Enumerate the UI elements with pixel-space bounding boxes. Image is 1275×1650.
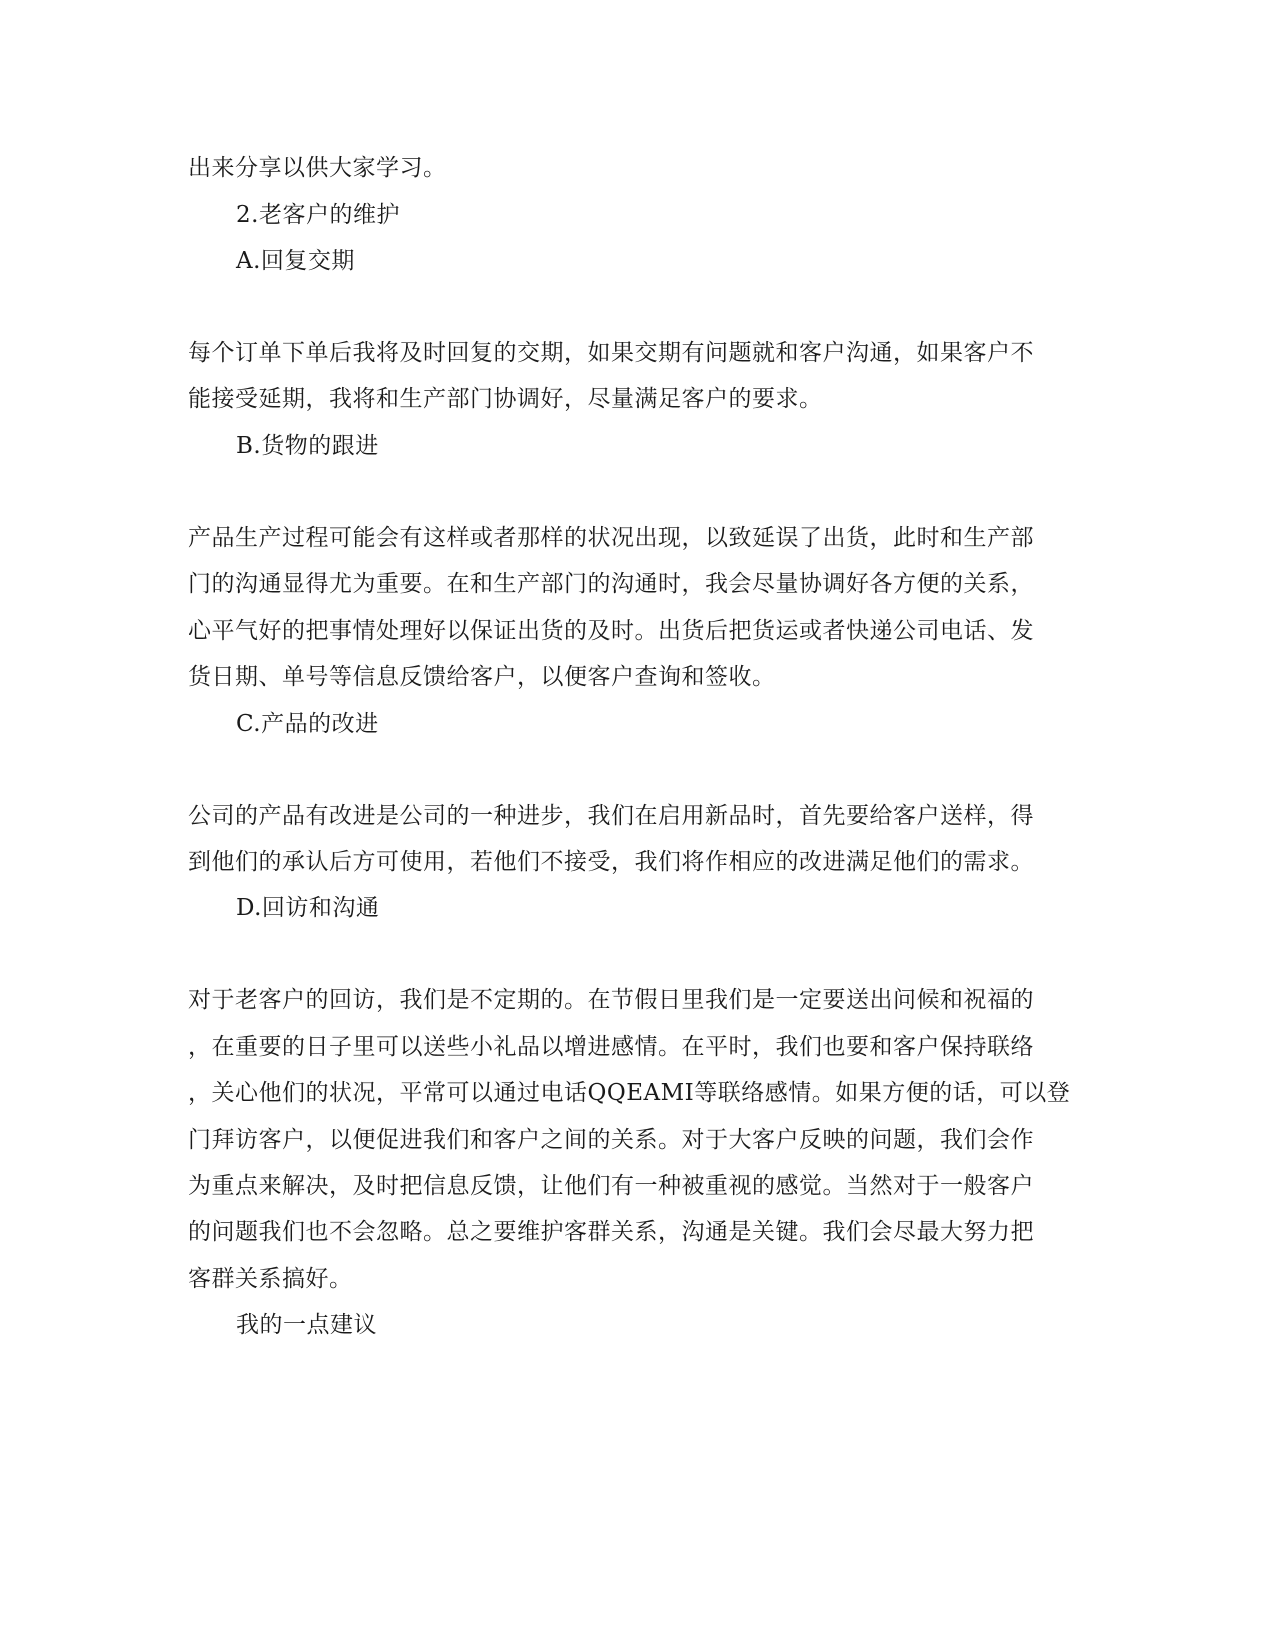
text-line: 客群关系搞好。 (188, 1266, 353, 1292)
subsection-heading: B.货物的跟进 (236, 433, 379, 459)
text-line: 出来分享以供大家学习。 (188, 155, 447, 181)
text-line: 的问题我们也不会忽略。总之要维护客群关系，沟通是关键。我们会尽最大努力把 (188, 1219, 1034, 1245)
text-line: 公司的产品有改进是公司的一种进步，我们在启用新品时，首先要给客户送样，得 (188, 803, 1034, 829)
section-heading: 我的一点建议 (236, 1312, 377, 1338)
text-line: ，在重要的日子里可以送些小礼品以增进感情。在平时，我们也要和客户保持联络 (188, 1034, 1034, 1060)
text-line: 到他们的承认后方可使用，若他们不接受，我们将作相应的改进满足他们的需求。 (188, 849, 1034, 875)
text-line: 对于老客户的回访，我们是不定期的。在节假日里我们是一定要送出问候和祝福的 (188, 987, 1034, 1013)
text-line: 每个订单下单后我将及时回复的交期，如果交期有问题就和客户沟通，如果客户不 (188, 340, 1034, 366)
subsection-heading: A.回复交期 (236, 248, 355, 274)
section-heading: 2.老客户的维护 (236, 202, 400, 228)
text-line: 门拜访客户，以便促进我们和客户之间的关系。对于大客户反映的问题，我们会作 (188, 1127, 1034, 1153)
text-line: 能接受延期，我将和生产部门协调好，尽量满足客户的要求。 (188, 386, 823, 412)
text-line: ，关心他们的状况，平常可以通过电话QQEAMI等联络感情。如果方便的话，可以登 (188, 1080, 1071, 1106)
subsection-heading: C.产品的改进 (236, 711, 379, 737)
text-line: 货日期、单号等信息反馈给客户，以便客户查询和签收。 (188, 664, 776, 690)
text-line: 产品生产过程可能会有这样或者那样的状况出现，以致延误了出货，此时和生产部 (188, 525, 1034, 551)
text-line: 为重点来解决，及时把信息反馈，让他们有一种被重视的感觉。当然对于一般客户 (188, 1173, 1034, 1199)
text-line: 心平气好的把事情处理好以保证出货的及时。出货后把货运或者快递公司电话、发 (188, 618, 1034, 644)
text-line: 门的沟通显得尤为重要。在和生产部门的沟通时，我会尽量协调好各方便的关系， (188, 571, 1034, 597)
subsection-heading: D.回访和沟通 (236, 895, 380, 921)
